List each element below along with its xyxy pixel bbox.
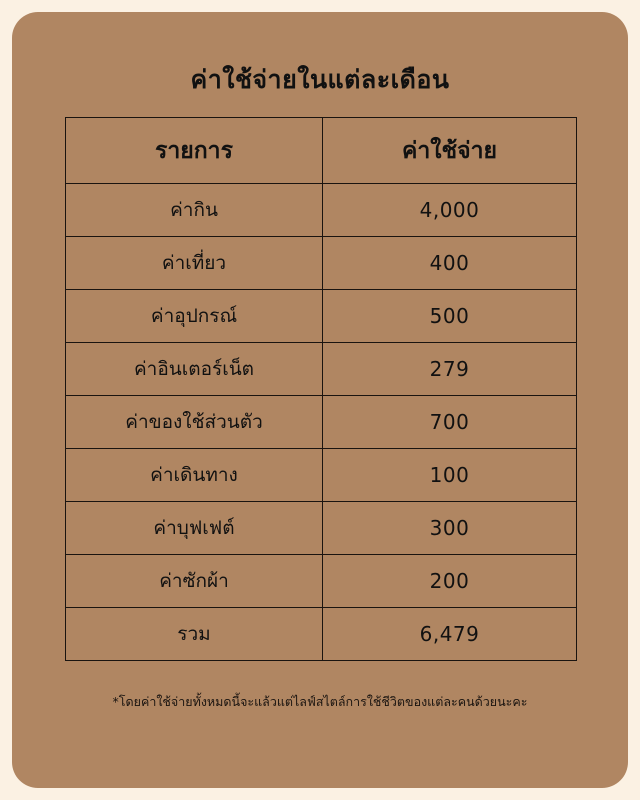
item-cell: ค่าเที่ยว (66, 237, 323, 290)
amount-cell: 300 (323, 502, 577, 555)
item-cell: ค่าซักผ้า (66, 555, 323, 608)
item-cell: ค่ากิน (66, 184, 323, 237)
expense-card (12, 12, 628, 788)
footnote: *โดยค่าใช้จ่ายทั้งหมดนี้จะแล้วแต่ไลฟ์สไตล์การใช้ชีวิตของแต่ละคนด้วยนะคะ (112, 694, 528, 709)
table-header-row (66, 118, 577, 184)
table-row (66, 237, 577, 290)
amount-cell: 200 (323, 555, 577, 608)
item-cell: ค่าอุปกรณ์ (66, 290, 323, 343)
total-amount-cell: 6,479 (323, 608, 577, 661)
item-cell: ค่าบุฟเฟต์ (66, 502, 323, 555)
table-row (66, 555, 577, 608)
amount-cell: 400 (323, 237, 577, 290)
amount-cell: 500 (323, 290, 577, 343)
amount-cell: 100 (323, 449, 577, 502)
table-row (66, 502, 577, 555)
item-cell: ค่าเดินทาง (66, 449, 323, 502)
total-label-cell: รวม (66, 608, 323, 661)
page-title: ค่าใช้จ่ายในแต่ละเดือน (190, 65, 450, 94)
table-row (66, 449, 577, 502)
column-header-amount: ค่าใช้จ่าย (323, 118, 577, 184)
table-row (66, 290, 577, 343)
column-header-item: รายการ (66, 118, 323, 184)
amount-cell: 279 (323, 343, 577, 396)
item-cell: ค่าอินเตอร์เน็ต (66, 343, 323, 396)
table-row (66, 396, 577, 449)
table-row (66, 343, 577, 396)
table-row (66, 184, 577, 237)
item-cell: ค่าของใช้ส่วนตัว (66, 396, 323, 449)
total-row (66, 608, 577, 661)
amount-cell: 700 (323, 396, 577, 449)
amount-cell: 4,000 (323, 184, 577, 237)
expense-table (65, 117, 577, 661)
